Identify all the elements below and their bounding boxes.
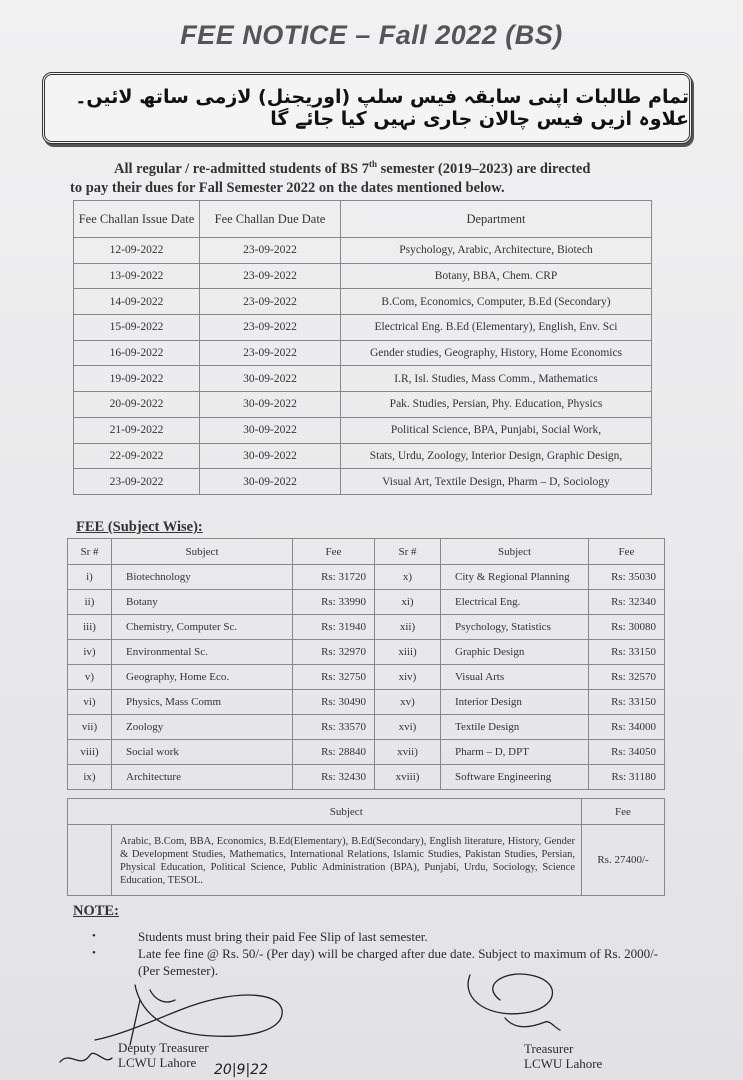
subject-cell: Psychology, Statistics [441,615,589,640]
schedule-header-cell: Fee Challan Due Date [200,201,341,238]
urdu-notice-text: تمام طالبات اپنی سابقہ فیس سلپ (اوریجنل) لازمی ساتھ لائیں۔ علاوہ ازیں فیس چالان جاری نہیں کیا جائے گا [75,86,689,130]
fee-header-cell: Subject [441,539,589,565]
fee-cell: Rs: 31180 [589,765,665,790]
fee-cell: Rs: 34000 [589,715,665,740]
subject-cell: Zoology [112,715,293,740]
date-cell: 23-09-2022 [200,315,341,341]
treasurer-signature-block [524,1041,602,1071]
date-cell: 30-09-2022 [200,392,341,418]
general-header-subject: Subject [112,799,582,825]
sr-cell: i) [68,565,112,590]
subject-cell: Environmental Sc. [112,640,293,665]
department-cell: B.Com, Economics, Computer, B.Ed (Secondary) [341,289,652,315]
subject-cell: Botany [112,590,293,615]
department-cell: Stats, Urdu, Zoology, Interior Design, Graphic Design, [341,443,652,469]
deputy-signature-stroke [130,990,175,1045]
general-header-fee: Fee [582,799,665,825]
department-cell: Gender studies, Geography, History, Home Economics [341,340,652,366]
subject-cell: Physics, Mass Comm [112,690,293,715]
general-subjects: Arabic, B.Com, BBA, Economics, B.Ed(Elementary), B.Ed(Secondary), English literature, History, Gender & Development Studies, Mathematics, International Relations, Islamic Studies, Pakistan Studies, Persian, Physical Education, Political Science, Public Administration (BPA), Punjabi, Urdu, Sociology, Science Education, TESOL. [112,825,582,896]
sr-cell: xvi) [375,715,441,740]
treasurer-org: LCWU Lahore [524,1056,603,1071]
date-cell: 15-09-2022 [74,315,200,341]
sr-cell: xv) [375,690,441,715]
date-cell: 14-09-2022 [74,289,200,315]
date-cell: 23-09-2022 [200,238,341,264]
schedule-header-cell: Fee Challan Issue Date [74,201,200,238]
sr-cell: iv) [68,640,112,665]
treasurer-signature-stroke [505,1018,560,1030]
fee-cell: Rs: 35030 [589,565,665,590]
date-cell: 30-09-2022 [200,469,341,495]
fee-cell: Rs: 30490 [293,690,375,715]
initials-scribble [60,1053,112,1062]
subject-cell: Social work [112,740,293,765]
subject-cell: Interior Design [441,690,589,715]
bullet-icon: • [92,930,96,942]
department-cell: Political Science, BPA, Punjabi, Social Work, [341,417,652,443]
subject-cell: Geography, Home Eco. [112,665,293,690]
department-cell: Botany, BBA, Chem. CRP [341,263,652,289]
fee-cell: Rs: 31940 [293,615,375,640]
date-cell: 20-09-2022 [74,392,200,418]
intro-line-2: to pay their dues for Fall Semester 2022 on the dates mentioned below. [70,179,505,196]
sr-cell: xi) [375,590,441,615]
general-fee-value: Rs. 27400/- [582,825,665,896]
sr-cell: xviii) [375,765,441,790]
fee-cell: Rs: 30080 [589,615,665,640]
deputy-signature-loop [95,985,282,1040]
subject-cell: Visual Arts [441,665,589,690]
date-cell: 22-09-2022 [74,443,200,469]
fee-cell: Rs: 31720 [293,565,375,590]
fee-header-cell: Subject [112,539,293,565]
date-cell: 21-09-2022 [74,417,200,443]
sr-cell: iii) [68,615,112,640]
fee-header-cell: Fee [589,539,665,565]
subject-cell: Electrical Eng. [441,590,589,615]
sr-cell: x) [375,565,441,590]
fee-header-cell: Sr # [68,539,112,565]
fee-header-cell: Fee [293,539,375,565]
schedule-header-cell: Department [341,201,652,238]
treasurer-title: Treasurer [524,1041,574,1056]
notice-title: FEE NOTICE – Fall 2022 (BS) [180,20,563,50]
deputy-treasurer-org: LCWU Lahore [118,1055,197,1070]
date-cell: 23-09-2022 [200,263,341,289]
department-cell: I.R, Isl. Studies, Mass Comm., Mathematics [341,366,652,392]
sr-cell: vii) [68,715,112,740]
note-text: Students must bring their paid Fee Slip of last semester. [138,929,428,944]
fee-cell: Rs: 32970 [293,640,375,665]
bullet-icon: • [92,947,96,959]
fee-cell: Rs: 32750 [293,665,375,690]
date-cell: 30-09-2022 [200,366,341,392]
sr-cell: xvii) [375,740,441,765]
sr-cell: vi) [68,690,112,715]
handwritten-date: 20|9|22 [214,1062,268,1078]
date-cell: 23-09-2022 [200,289,341,315]
fee-cell: Rs: 33570 [293,715,375,740]
fee-cell: Rs: 34050 [589,740,665,765]
date-cell: 16-09-2022 [74,340,200,366]
date-cell: 30-09-2022 [200,443,341,469]
note-text: Late fee fine @ Rs. 50/- (Per day) will be charged after due date. Subject to maximum of Rs. 2000/- (Per Semester). [138,946,659,978]
treasurer-signature-loop [468,974,552,1014]
intro-line-1-a: All regular / re-admitted students of BS 7 [114,160,369,177]
subject-cell: Chemistry, Computer Sc. [112,615,293,640]
sr-cell: viii) [68,740,112,765]
department-cell: Electrical Eng. B.Ed (Elementary), English, Env. Sci [341,315,652,341]
fee-cell: Rs: 33990 [293,590,375,615]
fee-cell: Rs: 33150 [589,640,665,665]
fee-cell: Rs: 33150 [589,690,665,715]
date-cell: 13-09-2022 [74,263,200,289]
deputy-treasurer-signature-block [118,1040,209,1070]
intro-sup: th [368,159,377,169]
sr-cell: xii) [375,615,441,640]
sr-cell: xiv) [375,665,441,690]
department-cell: Pak. Studies, Persian, Phy. Education, Physics [341,392,652,418]
fee-cell: Rs: 28840 [293,740,375,765]
sr-cell: ii) [68,590,112,615]
date-cell: 30-09-2022 [200,417,341,443]
note-heading: NOTE: [73,903,119,919]
date-cell: 19-09-2022 [74,366,200,392]
subject-cell: Architecture [112,765,293,790]
date-cell: 23-09-2022 [74,469,200,495]
subject-cell: Graphic Design [441,640,589,665]
fee-cell: Rs: 32430 [293,765,375,790]
date-cell: 23-09-2022 [200,340,341,366]
fee-header-cell: Sr # [375,539,441,565]
subject-cell: Pharm – D, DPT [441,740,589,765]
sr-cell: ix) [68,765,112,790]
department-cell: Psychology, Arabic, Architecture, Biotech [341,238,652,264]
fee-subject-wise-heading: FEE (Subject Wise): [76,519,203,535]
subject-cell: Biotechnology [112,565,293,590]
sr-cell: xiii) [375,640,441,665]
intro-line-1-b: semester (2019–2023) are directed [376,160,591,177]
fee-cell: Rs: 32340 [589,590,665,615]
department-cell: Visual Art, Textile Design, Pharm – D, Sociology [341,469,652,495]
subject-cell: City & Regional Planning [441,565,589,590]
date-cell: 12-09-2022 [74,238,200,264]
subject-cell: Software Engineering [441,765,589,790]
sr-cell: v) [68,665,112,690]
subject-cell: Textile Design [441,715,589,740]
fee-cell: Rs: 32570 [589,665,665,690]
deputy-treasurer-title: Deputy Treasurer [118,1040,209,1055]
